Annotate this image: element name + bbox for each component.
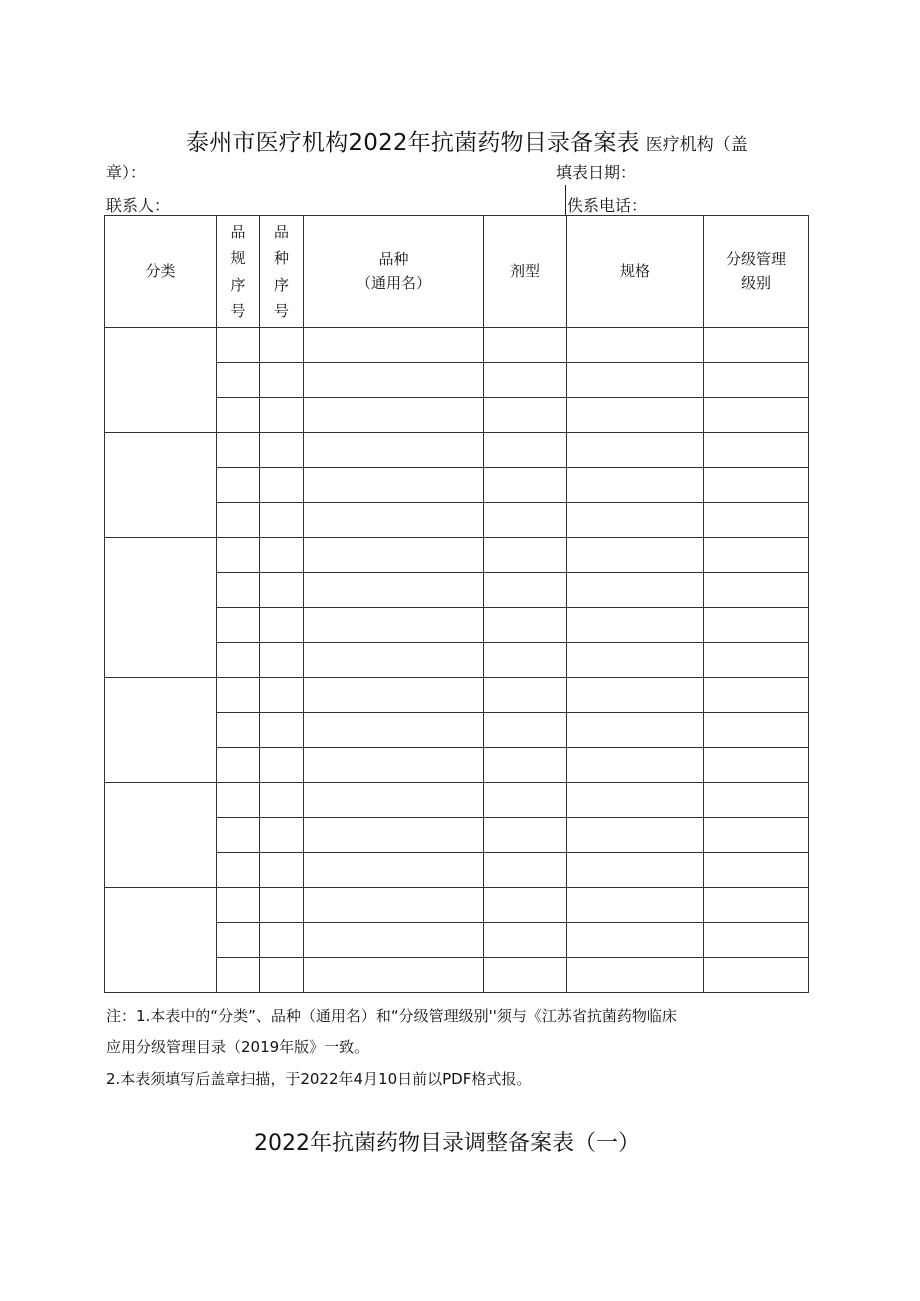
dosage-form-cell[interactable] [484, 643, 567, 678]
grade-cell[interactable] [704, 888, 809, 923]
variety-name-cell[interactable] [304, 923, 484, 958]
header-variety-generic-name: 品种 （通用名） [304, 216, 484, 328]
specification-cell[interactable] [567, 853, 704, 888]
table-body [105, 328, 809, 993]
variety-no-cell[interactable] [260, 503, 304, 538]
category-cell[interactable] [105, 678, 217, 783]
dosage-form-cell[interactable] [484, 573, 567, 608]
table-row [105, 433, 809, 468]
variety-no-cell[interactable] [260, 608, 304, 643]
variety-no-cell[interactable] [260, 888, 304, 923]
table-row [105, 538, 809, 573]
spec-no-cell[interactable] [217, 923, 260, 958]
category-cell[interactable] [105, 328, 217, 433]
antibiotic-catalog-table [104, 215, 809, 993]
specification-cell[interactable] [567, 538, 704, 573]
dosage-form-cell[interactable] [484, 888, 567, 923]
spec-no-cell[interactable] [217, 363, 260, 398]
header-category: 分类 [105, 216, 217, 328]
header-dosage-form: 剂型 [484, 216, 567, 328]
dosage-form-cell[interactable] [484, 433, 567, 468]
category-cell[interactable] [105, 888, 217, 993]
dosage-form-cell[interactable] [484, 398, 567, 433]
specification-cell[interactable] [567, 573, 704, 608]
header-variety-no: 品 种 序 号 [260, 216, 304, 328]
institution-label-part2: 章）： [106, 163, 147, 182]
specification-cell[interactable] [567, 608, 704, 643]
header-specification: 规格 [567, 216, 704, 328]
fill-date-label: 填表日期： [556, 163, 637, 182]
variety-name-cell[interactable] [304, 678, 484, 713]
spec-no-cell[interactable] [217, 958, 260, 993]
variety-no-cell[interactable] [260, 853, 304, 888]
grade-cell[interactable] [704, 538, 809, 573]
contact-label: 联系人： [106, 196, 171, 215]
grade-cell[interactable] [704, 363, 809, 398]
grade-cell[interactable] [704, 433, 809, 468]
note-1-line-2: 应用分级管理目录（2019年版》一致。 [106, 1038, 370, 1056]
specification-cell[interactable] [567, 328, 704, 363]
dosage-form-cell[interactable] [484, 468, 567, 503]
grade-cell[interactable] [704, 608, 809, 643]
form-title-line [186, 124, 748, 157]
variety-name-cell[interactable] [304, 713, 484, 748]
table-row [105, 328, 809, 363]
variety-no-cell[interactable] [260, 573, 304, 608]
category-cell[interactable] [105, 538, 217, 678]
table-row [105, 888, 809, 923]
specification-cell[interactable] [567, 503, 704, 538]
text-cursor [565, 185, 566, 215]
specification-cell[interactable] [567, 748, 704, 783]
dosage-form-cell[interactable] [484, 328, 567, 363]
variety-no-cell[interactable] [260, 678, 304, 713]
variety-name-cell[interactable] [304, 748, 484, 783]
spec-no-cell[interactable] [217, 643, 260, 678]
grade-cell[interactable] [704, 853, 809, 888]
dosage-form-cell[interactable] [484, 363, 567, 398]
adjustment-form-title: 2022年抗菌药物目录调整备案表（一） [254, 1131, 640, 1156]
note-1-line-1: 注：1.本表中的“分类”、品种（通用名）和“分级管理级别''须与《江苏省抗菌药物临床 [106, 1007, 677, 1025]
grade-cell[interactable] [704, 503, 809, 538]
variety-no-cell[interactable] [260, 748, 304, 783]
variety-name-cell[interactable] [304, 503, 484, 538]
grade-cell[interactable] [704, 713, 809, 748]
spec-no-cell[interactable] [217, 433, 260, 468]
dosage-form-cell[interactable] [484, 923, 567, 958]
dosage-form-cell[interactable] [484, 958, 567, 993]
variety-name-cell[interactable] [304, 328, 484, 363]
variety-no-cell[interactable] [260, 958, 304, 993]
institution-label-part1: 医疗机构（盖 [645, 135, 748, 155]
spec-no-cell[interactable] [217, 888, 260, 923]
variety-name-cell[interactable] [304, 538, 484, 573]
spec-no-cell[interactable] [217, 468, 260, 503]
info-line-institution [106, 160, 637, 183]
grade-cell[interactable] [704, 328, 809, 363]
grade-cell[interactable] [704, 783, 809, 818]
info-line-contact [106, 193, 648, 216]
variety-no-cell[interactable] [260, 433, 304, 468]
spec-no-cell[interactable] [217, 678, 260, 713]
specification-cell[interactable] [567, 783, 704, 818]
variety-no-cell[interactable] [260, 398, 304, 433]
header-spec-no: 品 规 序 号 [217, 216, 260, 328]
dosage-form-cell[interactable] [484, 503, 567, 538]
variety-name-cell[interactable] [304, 608, 484, 643]
spec-no-cell[interactable] [217, 748, 260, 783]
variety-name-cell[interactable] [304, 643, 484, 678]
dosage-form-cell[interactable] [484, 783, 567, 818]
grade-cell[interactable] [704, 818, 809, 853]
variety-name-cell[interactable] [304, 783, 484, 818]
grade-cell[interactable] [704, 468, 809, 503]
grade-cell[interactable] [704, 573, 809, 608]
specification-cell[interactable] [567, 643, 704, 678]
specification-cell[interactable] [567, 398, 704, 433]
dosage-form-cell[interactable] [484, 678, 567, 713]
specification-cell[interactable] [567, 888, 704, 923]
spec-no-cell[interactable] [217, 328, 260, 363]
variety-no-cell[interactable] [260, 818, 304, 853]
specification-cell[interactable] [567, 363, 704, 398]
specification-cell[interactable] [567, 468, 704, 503]
grade-cell[interactable] [704, 748, 809, 783]
note-2: 2.本表须填写后盖章扫描，于2022年4月10日前以PDF格式报。 [106, 1070, 532, 1088]
spec-no-cell[interactable] [217, 538, 260, 573]
variety-name-cell[interactable] [304, 958, 484, 993]
dosage-form-cell[interactable] [484, 853, 567, 888]
spec-no-cell[interactable] [217, 398, 260, 433]
variety-name-cell[interactable] [304, 573, 484, 608]
spec-no-cell[interactable] [217, 818, 260, 853]
table-row [105, 783, 809, 818]
specification-cell[interactable] [567, 433, 704, 468]
grade-cell[interactable] [704, 678, 809, 713]
grade-cell[interactable] [704, 958, 809, 993]
header-management-grade: 分级管理 级别 [704, 216, 809, 328]
variety-no-cell[interactable] [260, 328, 304, 363]
variety-no-cell[interactable] [260, 643, 304, 678]
specification-cell[interactable] [567, 818, 704, 853]
specification-cell[interactable] [567, 923, 704, 958]
dosage-form-cell[interactable] [484, 748, 567, 783]
variety-name-cell[interactable] [304, 433, 484, 468]
variety-no-cell[interactable] [260, 713, 304, 748]
spec-no-cell[interactable] [217, 608, 260, 643]
table-header-row [105, 216, 809, 328]
dosage-form-cell[interactable] [484, 608, 567, 643]
phone-label: 佚系电话： [567, 196, 648, 215]
dosage-form-cell[interactable] [484, 818, 567, 853]
variety-name-cell[interactable] [304, 363, 484, 398]
specification-cell[interactable] [567, 958, 704, 993]
variety-no-cell[interactable] [260, 538, 304, 573]
specification-cell[interactable] [567, 678, 704, 713]
spec-no-cell[interactable] [217, 853, 260, 888]
category-cell[interactable] [105, 783, 217, 888]
variety-name-cell[interactable] [304, 853, 484, 888]
spec-no-cell[interactable] [217, 573, 260, 608]
variety-no-cell[interactable] [260, 468, 304, 503]
specification-cell[interactable] [567, 713, 704, 748]
spec-no-cell[interactable] [217, 783, 260, 818]
form-title: 泰州市医疗机构2022年抗菌药物目录备案表 [186, 130, 640, 156]
variety-name-cell[interactable] [304, 398, 484, 433]
grade-cell[interactable] [704, 643, 809, 678]
variety-name-cell[interactable] [304, 888, 484, 923]
table-row [105, 678, 809, 713]
grade-cell[interactable] [704, 398, 809, 433]
spec-no-cell[interactable] [217, 503, 260, 538]
variety-no-cell[interactable] [260, 923, 304, 958]
grade-cell[interactable] [704, 923, 809, 958]
category-cell[interactable] [105, 433, 217, 538]
variety-name-cell[interactable] [304, 818, 484, 853]
dosage-form-cell[interactable] [484, 713, 567, 748]
variety-no-cell[interactable] [260, 363, 304, 398]
variety-no-cell[interactable] [260, 783, 304, 818]
spec-no-cell[interactable] [217, 713, 260, 748]
dosage-form-cell[interactable] [484, 538, 567, 573]
variety-name-cell[interactable] [304, 468, 484, 503]
